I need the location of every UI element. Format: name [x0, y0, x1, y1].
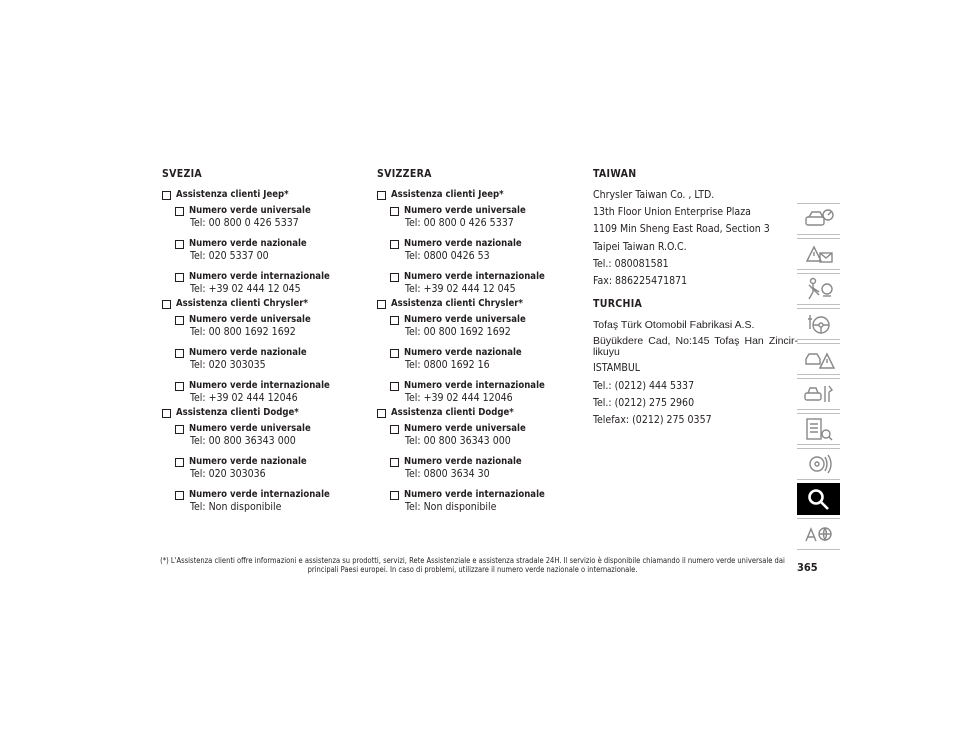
tab-warnings[interactable]	[797, 238, 840, 270]
checkbox-icon	[175, 316, 184, 325]
list-item: Numero verde internazionale Tel: +39 02 444 12046	[390, 380, 582, 405]
section-heading-turkey: TURCHIA	[593, 297, 643, 310]
steering-wheel-key-icon	[801, 311, 837, 337]
page-number: 365	[797, 561, 818, 574]
address-line: 13th Floor Union Enterprise Plaza	[593, 206, 751, 219]
tab-languages[interactable]	[797, 518, 840, 550]
checkbox-icon	[390, 240, 399, 249]
section-heading-switzerland: SVIZZERA	[377, 168, 432, 180]
checkbox-icon	[162, 191, 171, 200]
specifications-list-icon	[801, 416, 837, 442]
taiwan-turkey-column	[593, 168, 798, 431]
list-item: Numero verde universale Tel: 00 800 1692 1692	[175, 314, 367, 339]
tab-safety[interactable]	[797, 273, 840, 305]
multimedia-icon	[801, 451, 837, 477]
list-item: Numero verde internazionale Tel: +39 02 444 12 045	[175, 271, 367, 296]
car-service-tools-icon	[801, 381, 837, 407]
list-item: Numero verde nazionale Tel: 020 303035	[175, 347, 367, 372]
checkbox-icon	[162, 300, 171, 309]
list-item: Numero verde nazionale Tel: 0800 3634 30	[390, 456, 582, 481]
checkbox-icon	[175, 491, 184, 500]
tab-specifications[interactable]	[797, 413, 840, 445]
language-index-icon	[801, 521, 837, 547]
checkbox-icon	[390, 207, 399, 216]
checkbox-icon	[175, 240, 184, 249]
checkbox-icon	[175, 207, 184, 216]
group-label: Assistenza clienti Dodge*	[162, 407, 367, 419]
checkbox-icon	[390, 458, 399, 467]
checkbox-icon	[377, 409, 386, 418]
footnote: (*) L'Assistenza clienti offre informazioni e assistenza su prodotti, servizi, Rete Assistenziale e assistenza stradale 24H. Il servizio è disponibile chiamando il numero verde universale dai principali Paesi europei. In caso di problemi, utilizzare il numero verde nazionale o internazionale.	[160, 556, 785, 574]
list-item: Numero verde nazionale Tel: 020 303036	[175, 456, 367, 481]
checkbox-icon	[175, 458, 184, 467]
checkbox-icon	[390, 316, 399, 325]
search-index-icon	[801, 486, 837, 512]
tab-dashboard[interactable]	[797, 203, 840, 235]
car-emergency-icon	[801, 346, 837, 372]
section-heading-taiwan: TAIWAN	[593, 168, 637, 180]
phone-line: Tel.: 080081581	[593, 257, 669, 270]
fax-line: Fax: 886225471871	[593, 274, 688, 287]
group-label: Assistenza clienti Dodge*	[377, 407, 582, 419]
tab-multimedia[interactable]	[797, 448, 840, 480]
list-item: Numero verde universale Tel: 00 800 0 426 5337	[390, 205, 582, 230]
checkbox-icon	[390, 273, 399, 282]
tab-starting[interactable]	[797, 308, 840, 340]
checkbox-icon	[175, 273, 184, 282]
checkbox-icon	[390, 349, 399, 358]
section-heading-sweden: SVEZIA	[162, 168, 203, 180]
list-item: Numero verde universale Tel: 00 800 1692 1692	[390, 314, 582, 339]
group-label: Assistenza clienti Chrysler*	[162, 298, 367, 310]
company-name: Tofaş Türk Otomobil Fabrikasi A.S.	[593, 318, 755, 331]
address-line: 1109 Min Sheng East Road, Section 3	[593, 223, 770, 236]
list-item: Numero verde internazionale Tel: +39 02 444 12 045	[390, 271, 582, 296]
list-item: Numero verde nazionale Tel: 0800 0426 53	[390, 238, 582, 263]
warning-mail-icon	[801, 241, 837, 267]
checkbox-icon	[175, 382, 184, 391]
address-line: ISTAMBUL	[593, 362, 641, 375]
list-item: Numero verde nazionale Tel: 0800 1692 16	[390, 347, 582, 372]
address-line: Chrysler Taiwan Co. , LTD.	[593, 189, 715, 201]
sweden-column	[162, 168, 367, 522]
list-item: Numero verde universale Tel: 00 800 36343 000	[175, 423, 367, 448]
seatbelt-airbag-icon	[801, 276, 837, 302]
address-line: Taipei Taiwan R.O.C.	[593, 240, 687, 253]
list-item: Numero verde internazionale Tel: +39 02 444 12046	[175, 380, 367, 405]
phone-line: Tel.: (0212) 444 5337	[593, 379, 695, 392]
switzerland-column	[377, 168, 582, 522]
list-item: Numero verde internazionale Tel: Non disponibile	[175, 489, 367, 514]
fax-line: Telefax: (0212) 275 0357	[593, 413, 712, 426]
group-label: Assistenza clienti Chrysler*	[377, 298, 582, 310]
list-item: Numero verde internazionale Tel: Non disponibile	[390, 489, 582, 514]
checkbox-icon	[390, 382, 399, 391]
checkbox-icon	[162, 409, 171, 418]
checkbox-icon	[390, 425, 399, 434]
checkbox-icon	[175, 349, 184, 358]
list-item: Numero verde universale Tel: 00 800 0 426 5337	[175, 205, 367, 230]
checkbox-icon	[390, 491, 399, 500]
list-item: Numero verde universale Tel: 00 800 36343 000	[390, 423, 582, 448]
checkbox-icon	[175, 425, 184, 434]
tab-maintenance[interactable]	[797, 378, 840, 410]
list-item: Numero verde nazionale Tel: 020 5337 00	[175, 238, 367, 263]
group-label: Assistenza clienti Jeep*	[377, 189, 582, 201]
checkbox-icon	[377, 191, 386, 200]
address-line: Büyükdere Cad, No:145 Tofaş Han Zincir-likuyu	[593, 335, 798, 359]
checkbox-icon	[377, 300, 386, 309]
tab-emergency[interactable]	[797, 343, 840, 375]
phone-line: Tel.: (0212) 275 2960	[593, 396, 695, 409]
group-label: Assistenza clienti Jeep*	[162, 189, 367, 201]
car-dashboard-icon	[801, 206, 837, 232]
tab-index[interactable]	[797, 483, 840, 515]
